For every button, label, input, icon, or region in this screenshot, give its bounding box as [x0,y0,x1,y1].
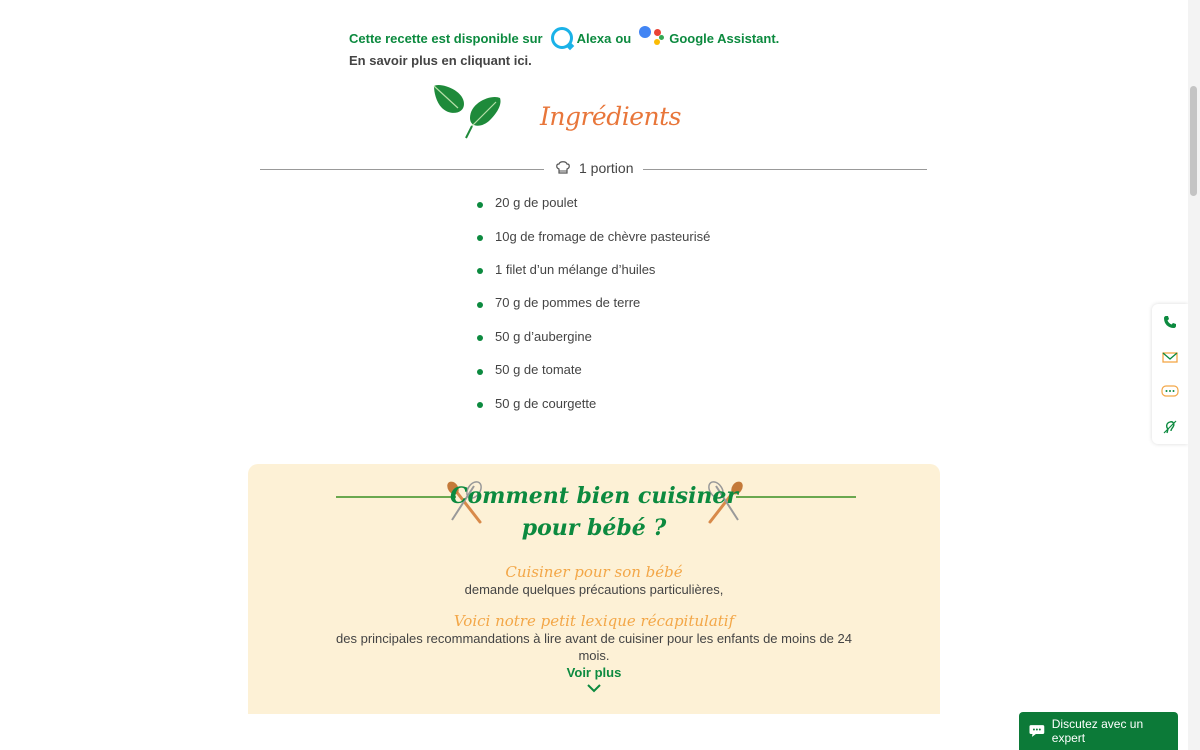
cooking-heading-1: Cuisiner pour son bébé [505,563,683,581]
ingredient-item: 20 g de poulet [477,194,710,227]
ingredient-item: 70 g de pommes de terre [477,294,710,327]
alexa-label: Alexa [576,30,612,46]
google-assistant-label: Google Assistant. [669,30,780,46]
bullet-icon [477,402,483,408]
chat-bubble-button[interactable] [1157,379,1183,405]
ingredient-item: 50 g de courgette [477,394,710,427]
assistant-availability [349,26,779,50]
bullet-icon [477,235,483,241]
google-assistant-icon [639,26,665,50]
see-more-button[interactable]: Voir plus [248,665,940,693]
alexa-icon [551,27,573,49]
hearing-icon [1162,419,1178,435]
or-label: ou [615,30,632,46]
portion-divider-left [260,169,544,170]
ingredient-list [477,194,710,428]
phone-icon [1162,314,1178,330]
portion-label: 1 portion [579,160,634,176]
cooking-text-2: des principales recommandations à lire avant de cuisiner pour les enfants de moins de 24 mois. [336,631,852,663]
voice-assistant-banner [349,26,779,68]
learn-more-link[interactable]: En savoir plus en cliquant ici. [349,53,532,68]
assistant-prefix: Cette recette est disponible sur [349,30,543,46]
bullet-icon [477,302,483,308]
chat-label: Discutez avec un expert [1051,717,1144,745]
bullet-icon [477,335,483,341]
phone-button[interactable] [1157,309,1183,335]
cooking-tips-box [248,464,940,714]
chat-bubble-icon [1161,385,1179,399]
chat-with-expert-button[interactable] [1019,712,1178,750]
cooking-heading-2: Voici notre petit lexique récapitulatif [453,612,735,630]
chef-hat-icon [555,160,571,176]
cooking-title: Comment bien cuisiner pour bébé ? [449,483,739,541]
contact-side-menu [1152,304,1188,444]
accessibility-button[interactable] [1157,414,1183,440]
ingredient-item: 1 filet d’un mélange d’huiles [477,261,710,294]
bullet-icon [477,202,483,208]
bullet-icon [477,369,483,375]
portion-indicator [555,160,633,176]
chat-icon [1029,724,1045,738]
cooking-text-1: demande quelques précautions particulières, [464,582,724,597]
ingredients-title: Ingrédients [540,102,681,131]
bullet-icon [477,268,483,274]
chevron-down-icon [587,683,601,693]
portion-divider-right [643,169,927,170]
email-button[interactable] [1157,344,1183,370]
ingredient-item: 10g de fromage de chèvre pasteurisé [477,227,710,260]
ingredient-item: 50 g de tomate [477,361,710,394]
ingredient-item: 50 g d’aubergine [477,328,710,361]
scrollbar-thumb[interactable] [1190,86,1197,196]
envelope-icon [1162,350,1178,364]
spinach-leaves-icon [430,82,510,142]
